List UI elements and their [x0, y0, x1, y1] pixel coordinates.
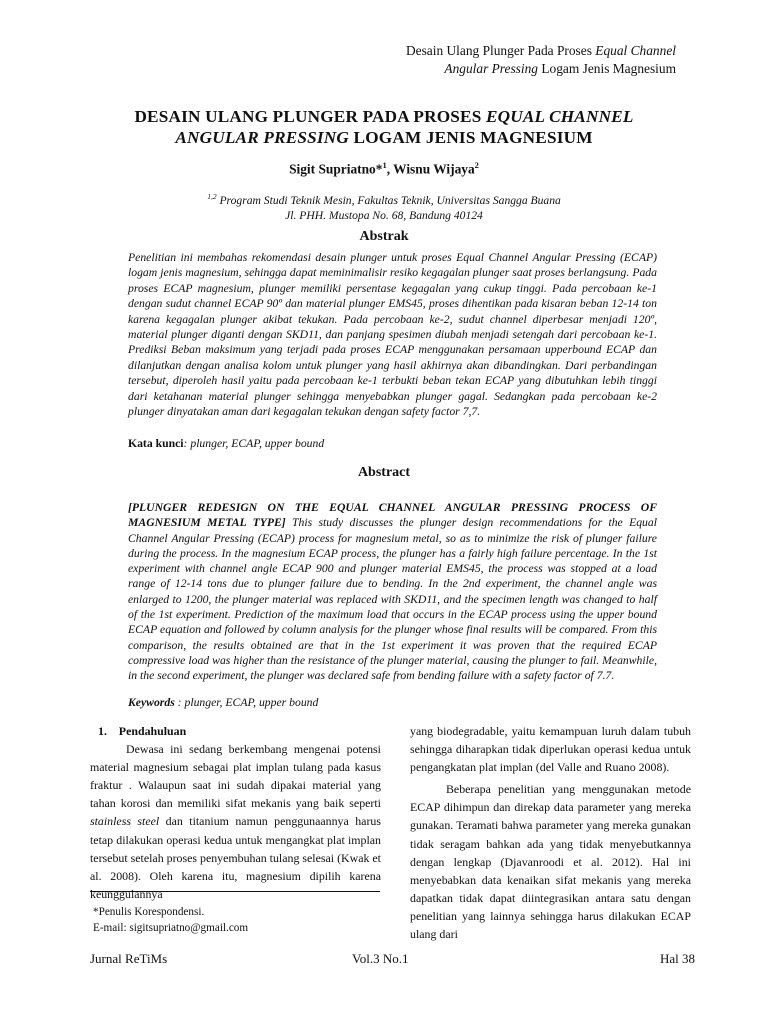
title-italic: EQUAL CHANNEL [485, 107, 634, 126]
abstrak-text: Penelitian ini membahas rekomendasi desain plunger untuk proses Equal Channel Angular Pressing (ECAP) logam jenis magnesium, sehingga dapat meminimalisir resiko kegagalan plunger saat proses berlangsung. Pada proses ECAP magnesium, plunger memiliki persentase kegagalan yang cukup tinggi. Pada percobaan ke-1 dengan sudut channel ECAP 90º dan material plunger EMS45, proses dihentikan pada kisaran beban 12-14 ton karena kegagalan plunger akibat tekukan. Pada percobaan ke-2, sudut channel diperbesar menjadi 120º, material plunger diganti dengan SKD11, dan panjang spesimen diubah menjadi setengah dari percobaan ke-1. Prediksi Beban maksimum yang terjadi pada proses ECAP menggunakan persamaan upperbound ECAP dan dilanjutkan dengan analisa kolom untuk plunger yang hasil akhirnya akan dibandingkan. Dari perbandingan tersebut, diperoleh hasil yaitu pada percobaan ke-1 terbukti beban tekan ECAP yang dibutuhkan lebih tinggi dari ketahanan material plunger sehingga menyebabkan plunger gagal. Sedangkan pada percobaan ke-2 plunger dinyatakan aman dari kegagalan tekukan dengan safety factor 7,7. [128, 251, 657, 419]
kata-kunci-text: : plunger, ECAP, upper bound [183, 437, 325, 450]
body-paragraph: yang biodegradable, yaitu kemampuan luruh dalam tubuh sehingga diharapkan tidak diperlukan operasi kedua untuk pengangkatan plat implan (del Valle and Ruano 2008). [410, 724, 691, 775]
footer-page: Hal 38 [659, 951, 695, 966]
abstract-body: This study discusses the plunger design recommendations for the Equal Channel Angular Pressing (ECAP) process for magnesium metal, so as to minimize the risk of plunger failure during the process. In the magnesium ECAP process, the plunger has a fairly high failure percentage. In the 1st experiment with channel angle ECAP 900 and plunger material EMS45, the process was stopped at a load range of 12-14 tons due to plunger failure due to bending. In the 2nd experiment, the channel angle was enlarged to 1200, the plunger material was replaced with SKD11, and the specimen length was changed to half of the 1st experiment. Prediction of the maximum load that occurs in the ECAP process using the upper bound ECAP equation and followed by column analysis for the plunger whose final results will be compared. From this comparison, the results obtained are that in the 1st experiment it was proven that the required ECAP compressive load was higher than the resistance of the plunger material, causing the plunger to fail. Meanwhile, in the second experiment, the plunger was declared safe from bending failure with a safety factor of 7.7. [128, 516, 657, 683]
body-text: Dewasa ini sedang berkembang mengenai potensi material magnesium sebagai plat implan tulang pada kasus fraktur . Walaupun saat ini sudah dipakai material yang tahan korosi dan memiliki sifat mekanis yang baik seperti [90, 742, 381, 811]
abstract-heading: Abstract [357, 465, 411, 480]
affiliation-line: Program Studi Teknik Mesin, Fakultas Teknik, Universitas Sangga Buana [216, 193, 561, 207]
body-italic: stainless steel [90, 814, 160, 829]
paper-title [60, 106, 708, 148]
running-head-text: Desain Ulang Plunger Pada Proses [405, 43, 596, 58]
title-text: DESAIN ULANG PLUNGER PADA PROSES [134, 107, 486, 126]
footer-journal: Jurnal ReTiMs [90, 951, 168, 966]
title-italic: ANGULAR PRESSING [175, 128, 350, 147]
footnote-line: *Penulis Korespondensi. [93, 906, 205, 918]
body-left-column [90, 722, 381, 903]
footnote [93, 905, 248, 936]
abstract-text [128, 500, 657, 684]
keywords-label: Keywords [128, 696, 175, 709]
body-text: dan titanium namun penggunaannya harus tetap dilakukan operasi kedua untuk mengangkat plat implan tersebut setelah proses penyembuhan tulang selesai (Kwak et al. 2008). Oleh karena itu, magnesium dipilih karena keunggulannya [90, 814, 381, 901]
kata-kunci [128, 437, 324, 450]
footnote-email: E-mail: sigitsupriatno@gmail.com [93, 921, 249, 934]
author-affil-sup: 1 [382, 160, 387, 170]
author-affil-sup: 2 [474, 160, 479, 170]
abstrak-heading: Abstrak [359, 229, 409, 244]
footer-volume: Vol.3 No.1 [352, 951, 409, 966]
keywords [128, 696, 318, 709]
affiliation-sup: 1,2 [207, 192, 217, 201]
section-heading: 1. Pendahuluan [98, 724, 187, 738]
body-paragraph [90, 740, 381, 903]
affiliation-address: Jl. PHH. Mustopa No. 68, Bandung 40124 [285, 209, 483, 223]
title-text: LOGAM JENIS MAGNESIUM [349, 128, 593, 147]
running-head-italic: Angular Pressing [444, 61, 539, 76]
author-name: Wisnu Wijaya [393, 161, 475, 177]
body-right-column [410, 722, 691, 943]
author-name: Sigit Supriatno* [289, 161, 383, 177]
authors [60, 156, 708, 178]
running-head-italic: Equal Channel [595, 43, 676, 58]
body-paragraph: Beberapa penelitian yang menggunakan metode ECAP dihimpun dan direkap data parameter yang mereka gunakan. Teramati bahwa parameter yang mereka gunakan tidak seragam bahkan ada yang tidak menyebutkannya dengan lengkap (Djavanroodi et al. 2012). Hal ini menyebabkan data kenaikan sifat mekanis yang mereka dapatkan tidak dapat diintegrasikan antara satu dengan penelitian yang lainnya sehingga harus dilakukan ECAP ulang dari [410, 782, 691, 942]
abstract-title-caps: [PLUNGER REDESIGN ON THE EQUAL CHANNEL ANGULAR PRESSING PROCESS OF MAGNESIUM METAL TYPE] [128, 501, 657, 530]
affiliation [60, 189, 708, 224]
footnote-divider [90, 891, 380, 892]
running-head-text: Logam Jenis Magnesium [538, 61, 676, 76]
author-separator: , [386, 161, 394, 177]
kata-kunci-label: Kata kunci [128, 437, 184, 450]
running-head [406, 42, 676, 78]
keywords-text: : plunger, ECAP, upper bound [174, 696, 319, 709]
